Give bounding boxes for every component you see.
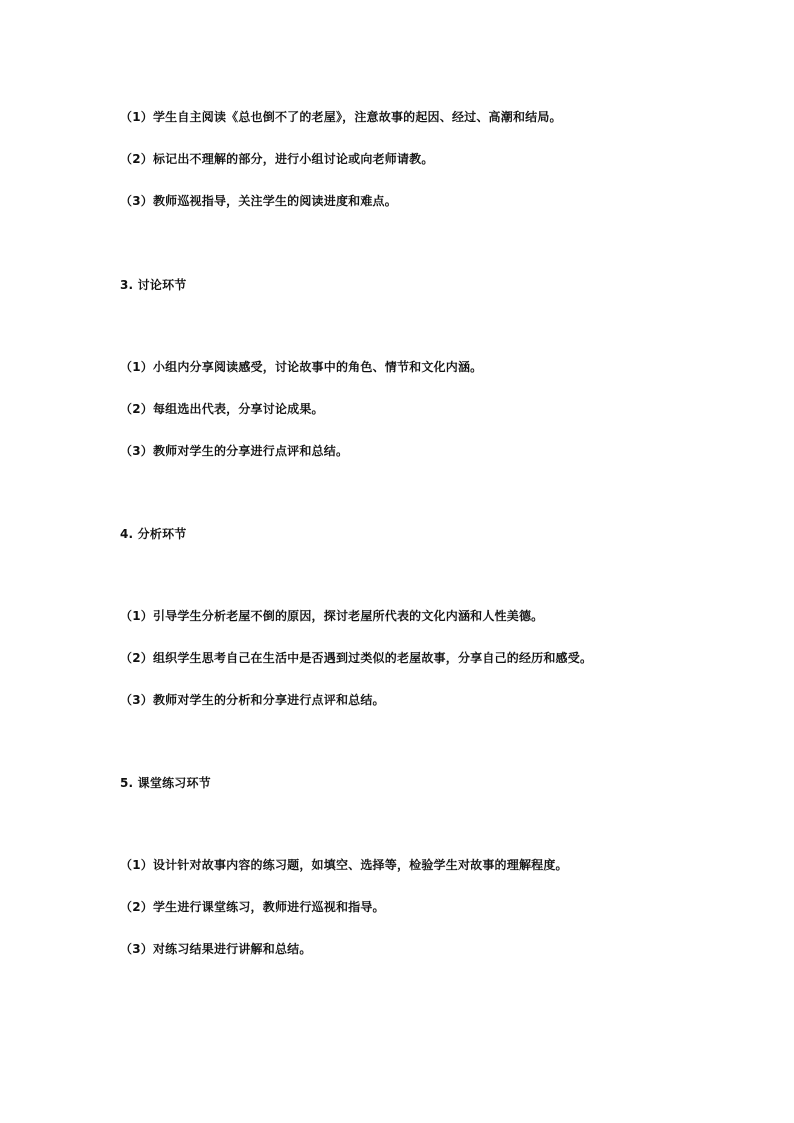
practice-item-2: （2）学生进行课堂练习，教师进行巡视和指导。 [120, 900, 385, 914]
intro-item-2: （2）标记出不理解的部分，进行小组讨论或向老师请教。 [120, 152, 434, 166]
section-heading-analysis: 4. 分析环节 [120, 527, 187, 541]
discussion-item-1: （1）小组内分享阅读感受，讨论故事中的角色、情节和文化内涵。 [120, 360, 483, 374]
discussion-item-2: （2）每组选出代表，分享讨论成果。 [120, 402, 324, 416]
intro-item-1: （1）学生自主阅读《总也倒不了的老屋》，注意故事的起因、经过、高潮和结局。 [120, 110, 562, 124]
practice-item-3: （3）对练习结果进行讲解和总结。 [120, 942, 312, 956]
analysis-item-2: （2）组织学生思考自己在生活中是否遇到过类似的老屋故事，分享自己的经历和感受。 [120, 651, 593, 665]
intro-item-3: （3）教师巡视指导，关注学生的阅读进度和难点。 [120, 194, 397, 208]
section-heading-discussion: 3. 讨论环节 [120, 278, 187, 292]
discussion-item-3: （3）教师对学生的分享进行点评和总结。 [120, 444, 349, 458]
analysis-item-3: （3）教师对学生的分析和分享进行点评和总结。 [120, 693, 385, 707]
analysis-item-1: （1）引导学生分析老屋不倒的原因，探讨老屋所代表的文化内涵和人性美德。 [120, 609, 544, 623]
practice-item-1: （1）设计针对故事内容的练习题，如填空、选择等，检验学生对故事的理解程度。 [120, 858, 568, 872]
section-heading-practice: 5. 课堂练习环节 [120, 776, 211, 790]
